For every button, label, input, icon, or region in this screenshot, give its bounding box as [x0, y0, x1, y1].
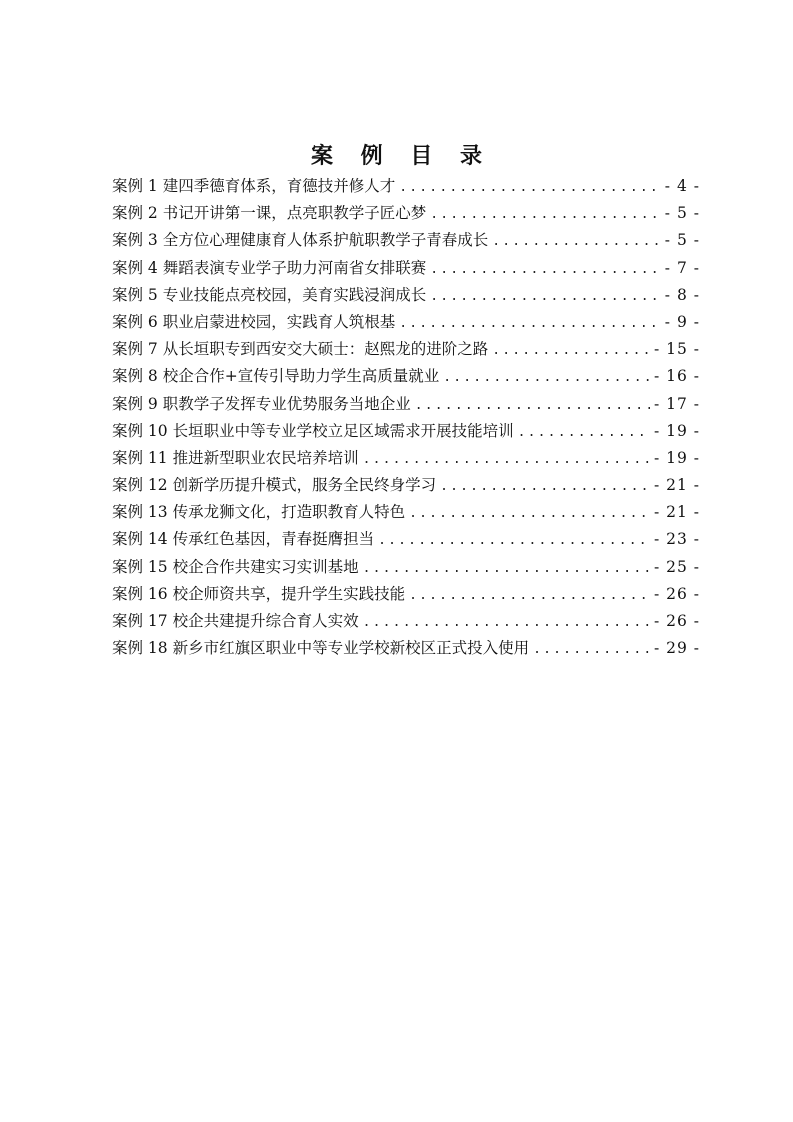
toc-entry[interactable] — [112, 336, 700, 363]
toc-entry[interactable] — [112, 499, 700, 526]
toc-entry-page-number: - 23 - — [653, 530, 700, 549]
toc-entry-page-number: - 21 - — [653, 476, 700, 495]
toc-entry[interactable] — [112, 581, 700, 608]
toc-entry-page-number: - 25 - — [653, 557, 700, 576]
table-of-contents — [112, 173, 700, 662]
toc-entry-label: 案例 2 书记开讲第一课，点亮职教学子匠心梦 — [112, 204, 427, 223]
toc-leader-dots — [363, 555, 650, 582]
toc-entry[interactable] — [112, 363, 700, 390]
page-title: 案 例 目 录 — [311, 144, 492, 169]
toc-entry[interactable] — [112, 445, 700, 472]
toc-leader-dots — [363, 609, 650, 636]
toc-entry-label: 案例 11 推进新型职业农民培养培训 — [112, 448, 359, 467]
toc-entry-label: 案例 18 新乡市红旗区职业中等专业学校新校区正式投入使用 — [112, 639, 530, 658]
toc-entry[interactable] — [112, 526, 700, 553]
toc-entry-label: 案例 4 舞蹈表演专业学子助力河南省女排联赛 — [112, 258, 427, 277]
toc-leader-dots — [378, 527, 650, 554]
toc-entry-label: 案例 8 校企合作+宣传引导助力学生高质量就业 — [112, 367, 440, 386]
toc-entry-page-number: - 26 - — [653, 612, 700, 630]
toc-entry-page-number: - 29 - — [653, 639, 700, 658]
toc-entry[interactable] — [112, 391, 700, 418]
toc-entry[interactable] — [112, 282, 700, 309]
toc-entry-page-number: - 7 - — [664, 258, 700, 277]
toc-leader-dots — [415, 392, 650, 419]
toc-entry[interactable] — [112, 173, 700, 200]
toc-entry-label: 案例 9 职教学子发挥专业优势服务当地企业 — [112, 394, 411, 413]
toc-entry-page-number: - 17 - — [653, 394, 700, 413]
toc-entry-page-number: - 21 - — [653, 503, 700, 522]
toc-leader-dots — [409, 500, 650, 527]
toc-entry[interactable] — [112, 200, 700, 227]
toc-leader-dots — [399, 310, 661, 337]
toc-entry-page-number: - 5 - — [664, 204, 700, 223]
toc-entry-label: 案例 15 校企合作共建实习实训基地 — [112, 557, 359, 576]
toc-entry-page-number: - 19 - — [653, 448, 700, 467]
toc-entry-label: 案例 13 传承龙狮文化，打造职教育人特色 — [112, 503, 406, 522]
toc-entry-label: 案例 1 建四季德育体系，育德技并修人才 — [112, 177, 396, 195]
toc-leader-dots — [440, 473, 650, 500]
toc-leader-dots — [430, 256, 661, 283]
toc-entry-label: 案例 5 专业技能点亮校园，美育实践浸润成长 — [112, 285, 427, 304]
toc-entry-label: 案例 7 从长垣职专到西安交大硕士：赵熙龙的进阶之路 — [112, 340, 489, 359]
toc-entry-label: 案例 14 传承红色基因，青春挺膺担当 — [112, 530, 375, 549]
toc-entry-page-number: - 19 - — [653, 421, 700, 440]
toc-entry[interactable] — [112, 554, 700, 581]
toc-entry-page-number: - 9 - — [664, 312, 700, 331]
toc-leader-dots — [533, 636, 650, 663]
toc-entry-page-number: - 16 - — [653, 367, 700, 386]
toc-entry-label: 案例 3 全方位心理健康育人体系护航职教学子青春成长 — [112, 231, 489, 250]
toc-leader-dots — [430, 201, 661, 228]
toc-entry-page-number: - 26 - — [653, 584, 700, 603]
toc-leader-dots — [443, 364, 650, 391]
toc-entry[interactable] — [112, 418, 700, 445]
toc-entry-label: 案例 16 校企师资共享，提升学生实践技能 — [112, 584, 406, 603]
toc-entry[interactable] — [112, 472, 700, 499]
toc-leader-dots — [430, 283, 661, 310]
toc-leader-dots — [492, 337, 650, 364]
toc-entry-label: 案例 10 长垣职业中等专业学校立足区域需求开展技能培训 — [112, 421, 514, 440]
toc-entry-page-number: - 15 - — [653, 340, 700, 359]
toc-entry[interactable] — [112, 608, 700, 635]
toc-entry[interactable] — [112, 255, 700, 282]
toc-leader-dots — [492, 228, 661, 255]
toc-entry-label: 案例 6 职业启蒙进校园，实践育人筑根基 — [112, 312, 396, 331]
toc-entry-page-number: - 5 - — [664, 231, 700, 250]
toc-entry[interactable] — [112, 309, 700, 336]
toc-leader-dots — [399, 174, 661, 201]
toc-leader-dots — [518, 419, 650, 446]
toc-entry-page-number: - 8 - — [664, 285, 700, 304]
toc-leader-dots — [363, 446, 650, 473]
toc-entry-page-number: - 4 - — [664, 177, 700, 195]
toc-entry[interactable] — [112, 227, 700, 254]
toc-leader-dots — [409, 582, 650, 609]
toc-entry-label: 案例 17 校企共建提升综合育人实效 — [112, 612, 359, 630]
toc-entry-label: 案例 12 创新学历提升模式，服务全民终身学习 — [112, 476, 437, 495]
toc-entry[interactable] — [112, 635, 700, 662]
